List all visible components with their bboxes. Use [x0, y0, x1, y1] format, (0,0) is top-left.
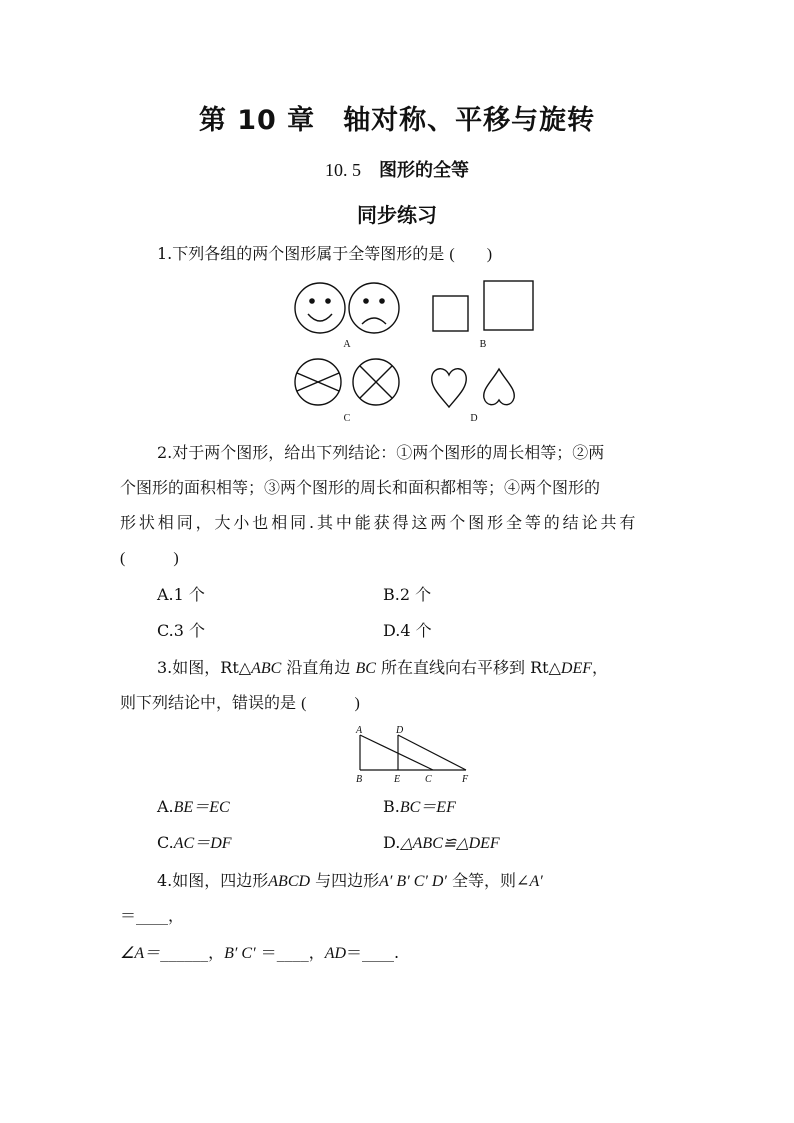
q4-eq3: ＝	[346, 943, 363, 962]
q4-mid: 与四边形	[310, 871, 380, 890]
q3-option-d-key: D.	[383, 833, 401, 852]
option-a-faces	[295, 283, 399, 333]
q3-option-a	[157, 797, 230, 818]
label-b: B	[479, 339, 487, 350]
q4-blank-bc-prime[interactable]: ____	[276, 943, 309, 962]
q3-option-c	[157, 833, 232, 854]
q1-answer-paren: ( )	[449, 246, 493, 263]
chapter-number: 第 10 章	[198, 105, 316, 136]
section-heading	[0, 156, 794, 182]
q3-triangle-def: DEF	[560, 660, 592, 677]
q3-answer-paren: ( )	[301, 695, 360, 712]
q3-rt2: Rt△	[530, 658, 561, 677]
q3-option-a-key: A.	[157, 797, 174, 816]
label-c: C	[343, 413, 351, 424]
q3-option-d-text: △ABC≌△DEF	[400, 835, 500, 852]
q4-angle-a: ∠A＝	[120, 945, 161, 962]
q3-line2	[120, 693, 360, 714]
q3-option-b-text: BC＝EF	[399, 799, 456, 816]
q4-angle-a-prime: A′	[529, 873, 543, 890]
q4-eq2: ＝	[255, 943, 277, 962]
fig-label-a: A	[356, 725, 363, 736]
q4-line2: ＝____，	[120, 906, 185, 925]
option-c-circles	[295, 359, 399, 405]
q4-quad-abcd: ABCD	[268, 873, 311, 890]
q3-option-a-text: BE＝EC	[173, 799, 230, 816]
q4-line3	[120, 943, 399, 964]
fig-label-f: F	[462, 774, 469, 784]
q3-mid1: 沿直角边	[281, 658, 356, 677]
q3-triangles	[360, 735, 466, 770]
chapter-title	[0, 98, 794, 137]
q1-text: 1.下列各组的两个图形属于全等图形的是	[157, 244, 445, 263]
section-title: 图形的全等	[379, 160, 469, 181]
q4-side-ad: AD	[324, 945, 347, 962]
q3-question: 则下列结论中，错误的是	[120, 693, 297, 712]
q2-answer-paren: ( )	[120, 550, 179, 567]
q3-rt1: Rt△	[220, 658, 252, 677]
q3-triangle-abc: ABC	[251, 660, 282, 677]
fig-label-c: C	[425, 774, 432, 784]
q3-option-c-key: C.	[157, 833, 174, 852]
label-a: A	[343, 339, 351, 350]
q4-end: .	[394, 943, 400, 962]
label-d: D	[470, 413, 478, 424]
q3-suffix: ，	[592, 658, 609, 677]
fig-label-b: B	[356, 774, 363, 784]
q3-option-b	[383, 797, 456, 818]
q4-quad-prime: A′ B′ C′ D′	[379, 873, 447, 890]
q2-line3: 形状相同，大小也相同.其中能获得这两个图形全等的结论共有	[120, 513, 639, 532]
q3-mid2: 所在直线向右平移到	[375, 658, 531, 677]
q4-blank-ad[interactable]: ____	[362, 943, 395, 962]
q4-sep2: ，	[308, 943, 325, 962]
q3-prefix: 3.如图，	[157, 658, 221, 677]
option-d-hearts	[432, 369, 515, 407]
q1-figure	[280, 276, 550, 426]
q4-sep1: ，	[208, 943, 225, 962]
option-b-squares	[433, 281, 533, 331]
q4-blank-angle-a[interactable]: ______	[160, 943, 209, 962]
q3-option-c-text: AC＝DF	[173, 835, 232, 852]
q3-option-d	[383, 833, 500, 854]
q2-line1: 2.对于两个图形，给出下列结论：①两个图形的周长相等；②两	[157, 443, 605, 462]
q2-line2: 个图形的面积相等；③两个图形的周长和面积都相等；④两个图形的	[120, 478, 601, 497]
fig-label-d: D	[396, 725, 404, 736]
chapter-topic: 轴对称、平移与旋转	[343, 105, 596, 136]
q4-suffix: 全等，则∠	[446, 871, 530, 890]
q3-option-b-key: B.	[383, 797, 400, 816]
q4-side-bc-prime: B′ C′	[224, 945, 256, 962]
q3-line1	[157, 658, 608, 679]
q1-stem	[157, 244, 492, 265]
q3-side-bc: BC	[355, 660, 376, 677]
q2-option-a: A.1 个	[157, 585, 205, 604]
q2-option-c: C.3 个	[157, 621, 206, 640]
exercise-heading: 同步练习	[357, 203, 437, 227]
q2-option-d: D.4 个	[383, 621, 432, 640]
q4-line1	[157, 871, 543, 892]
section-number: 10. 5	[325, 160, 361, 180]
fig-label-e: E	[394, 774, 401, 784]
q3-figure	[350, 722, 480, 784]
q4-prefix: 4.如图，四边形	[157, 871, 269, 890]
q2-option-b: B.2 个	[383, 585, 432, 604]
